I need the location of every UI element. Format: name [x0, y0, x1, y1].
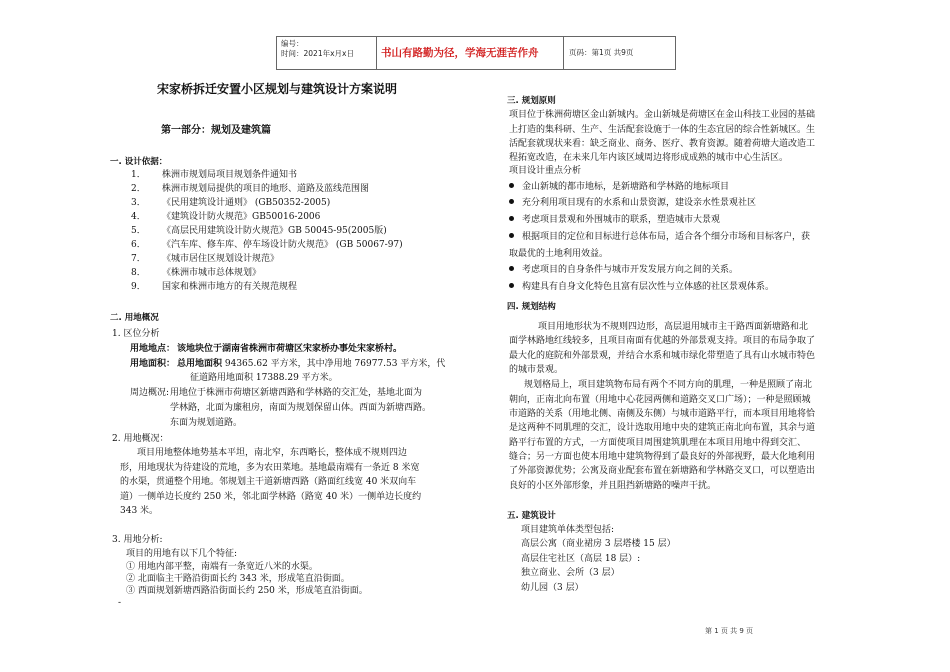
list-item-number: 4．	[131, 212, 146, 222]
list-item: 《株洲市城市总体规划》	[162, 268, 262, 278]
analysis-item: ② 北面临主干路沿街面长约 343 米，形成笔直沿街面。	[126, 574, 350, 584]
header-motto: 书山有路勤为径，学海无涯苦作舟	[381, 47, 539, 59]
bullet-text-cont: 取最优的土地利用效益。	[509, 249, 609, 259]
site-location-text: 该地块位于湖南省株洲市荷塘区宋家桥办事处宋家桥村。	[177, 344, 403, 354]
site-area-label: 用地面积：	[130, 359, 176, 369]
site-area-rest: 94365.62 平方米，其中净用地 76977.53 平方米，代	[222, 359, 446, 369]
site-area-text	[177, 357, 445, 371]
subsection-title: 1. 区位分析	[112, 329, 160, 339]
para-line: 道）一侧单边长度约 250 米，邻北面学林路（路宽 40 米）一侧单边长度约	[120, 492, 422, 502]
para-line: 项目用地形状为不规则四边形，高层退用城市主干路西面新塘路和北	[538, 322, 809, 332]
bullet-item	[509, 230, 810, 244]
document-title: 宋家桥拆迁安置小区规划与建筑设计方案说明	[157, 82, 398, 96]
bullet-item	[509, 263, 738, 277]
bullet-item	[509, 180, 729, 194]
para-line: 形，用地现状为待建设的荒地，多为农田菜地。基地最南端有一条近 8 米宽	[120, 463, 420, 473]
surroundings-line: 用地位于株洲市荷塘区新塘西路和学林路的交汇处，基地北面为	[170, 388, 423, 398]
list-item: 《民用建筑设计通则》 (GB50352-2005)	[162, 198, 331, 208]
para-line: 规划格局上，项目建筑物布局有两个不同方向的肌理，一种是照顾了南北	[524, 380, 813, 390]
part-title: 第一部分：规划及建筑篇	[161, 125, 271, 136]
para-line: 343 米。	[120, 506, 159, 516]
surroundings-line: 东面为规划道路。	[170, 418, 243, 428]
para-line: 最大化的庭院和外部景观，并结合水系和城市绿化带塑造了具有山水城市特色	[509, 351, 816, 361]
bullet-text: 金山新城的都市地标，是新塘路和学林路的地标项目	[522, 182, 730, 192]
bullet-text: 构建具有自身文化特色且富有层次性与立体感的社区景观体系。	[522, 282, 775, 292]
header-divider	[376, 37, 377, 69]
para-line: 缝合；另一方面也使本用地中建筑物得到了最良好的外部视野，最大化地利用	[509, 452, 816, 462]
list-item: 国家和株洲市地方的有关规范规程	[162, 282, 298, 292]
list-item-number: 7．	[131, 254, 146, 264]
header-code-label: 编号：	[281, 39, 304, 48]
bullet-text: 考虑项目景观和外围城市的联系，塑造城市大景观	[522, 215, 721, 225]
para-line: 了外部资源优势；公寓及商业配套布置在新塘路和学林路交叉口，可以塑造出	[509, 466, 816, 476]
building-type-line: 项目建筑单体类型包括:	[521, 525, 615, 535]
section-title: 三. 规划原则	[507, 96, 556, 106]
list-item-number: 9．	[131, 282, 146, 292]
header-divider	[563, 37, 564, 69]
para-line: 项目位于株洲荷塘区金山新城内。金山新城是荷塘区在金山科技工业园的基础	[509, 110, 816, 120]
bullet-item	[509, 196, 756, 210]
bullet-icon	[509, 283, 514, 288]
page-header	[276, 36, 676, 70]
bullet-icon	[509, 266, 514, 271]
bullet-item	[509, 280, 774, 294]
bullet-icon	[509, 233, 514, 238]
para-line: 的城市景观。	[509, 365, 564, 375]
list-item-number: 6．	[131, 240, 146, 250]
list-item-number: 5．	[131, 226, 146, 236]
list-item-number: 8．	[131, 268, 146, 278]
bullet-text: 根据项目的定位和目标进行总体布局，适合各个细分市场和目标客户，获	[522, 232, 811, 242]
list-item: 株洲市规划局提供的项目的地形、道路及蓝线范围图	[162, 184, 370, 194]
tail-mark: -	[118, 598, 122, 608]
bullet-text: 考虑项目的自身条件与城市开发发展方向之间的关系。	[522, 265, 739, 275]
analysis-item: ③ 西面规划新塘西路沿街面长约 250 米，形成笔直沿街面。	[126, 586, 368, 596]
header-time-label: 时间：2021年x月x日	[281, 49, 354, 58]
section-title: 四. 规划结构	[507, 302, 556, 312]
para-line: 面学林路地红线较多，且项目南面有优越的外部景观支持。项目的布局争取了	[509, 336, 816, 346]
list-item: 《建筑设计防火规范》GB50016-2006	[162, 212, 321, 222]
header-page-label: 页码：第1页 共9页	[569, 48, 634, 57]
site-area-bold: 总用地面积	[177, 359, 223, 369]
list-item-number: 1．	[131, 170, 146, 180]
surroundings-label: 周边概况:	[130, 388, 170, 398]
building-type-line: 独立商业、会所（3 层）	[521, 568, 620, 578]
list-item-number: 2．	[131, 184, 146, 194]
list-item: 《汽车库、修车库、停车场设计防火规范》 (GB 50067-97)	[162, 240, 403, 250]
para-line: 良好的小区外部形象，并且阻挡新塘路的噪声干扰。	[509, 481, 717, 491]
list-item: 《城市居住区规划设计规范》	[162, 254, 280, 264]
subsection-title: 3. 用地分析:	[112, 535, 163, 545]
bullet-item	[509, 213, 720, 227]
section-title: 五. 建筑设计	[507, 511, 556, 521]
para-line: 市道路的关系（用地北侧、南侧及东侧）与城市道路平行，而本项目用地将恰	[509, 409, 816, 419]
bullet-text: 充分利用项目现有的水系和山景资源，建设亲水性景观社区	[522, 198, 757, 208]
section-title: 一. 设计依据：	[110, 157, 168, 167]
list-item: 《高层民用建筑设计防火规范》GB 50045-95(2005版)	[162, 226, 387, 236]
list-item-number: 3．	[131, 198, 146, 208]
subsection-title: 2. 用地概况：	[112, 434, 169, 444]
para-line: 项目的用地有以下几个特征:	[126, 549, 238, 559]
para-line: 项目用地整体地势基本平坦，南北窄，东西略长，整体成不规则四边	[137, 448, 408, 458]
bullet-icon	[509, 183, 514, 188]
bullet-icon	[509, 199, 514, 204]
para-line: 朝向，正南北向布置（用地中心花园两侧和道路交叉口广场）；一种是照顾城	[509, 395, 811, 405]
para-line: 上打造的集科研、生产、生活配套设施于一体的生态宜居的综合性新城区。生	[509, 125, 816, 135]
para-line: 是这两种不同肌理的交汇，设计选取用地中央的建筑正南北向布置，其余与道	[509, 423, 816, 433]
building-type-line: 幼儿园（3 层）	[521, 583, 584, 593]
page-footer: 第 1 页 共 9 页	[705, 627, 754, 635]
para-line: 程拓宽改造，在未来几年内该区域周边将形成成熟的城市中心生活区。	[509, 153, 789, 163]
building-type-line: 高层公寓（商业裙房 3 层塔楼 15 层）	[521, 539, 676, 549]
building-type-line: 高层住宅社区（高层 18 层）:	[521, 554, 641, 564]
key-points-title: 项目设计重点分析	[509, 166, 582, 176]
site-area-text-cont: 征道路用地面积 17388.29 平方米。	[190, 373, 338, 383]
list-item: 株洲市规划局项目规划条件通知书	[162, 170, 298, 180]
para-line: 的水渠，贯通整个用地。邻规划主干道新塘西路（路面红线宽 40 米双向车	[120, 477, 417, 487]
para-line: 路平行布置的方式，一方面使项目周围建筑肌理在本项目用地中得到交汇、	[509, 438, 807, 448]
site-location-label: 用地地点：	[130, 344, 176, 354]
analysis-item: ① 用地内部平整，南端有一条宽近八米的水渠。	[126, 562, 318, 572]
para-line: 活配套就现状来看：缺乏商业、商务、医疗、教育资源。随着荷塘大道改造工	[509, 139, 816, 149]
bullet-icon	[509, 216, 514, 221]
surroundings-line: 学林路，北面为廉租房，南面为规划保留山体。西面为新塘西路。	[170, 403, 432, 413]
section-title: 二. 用地概况	[110, 313, 159, 323]
